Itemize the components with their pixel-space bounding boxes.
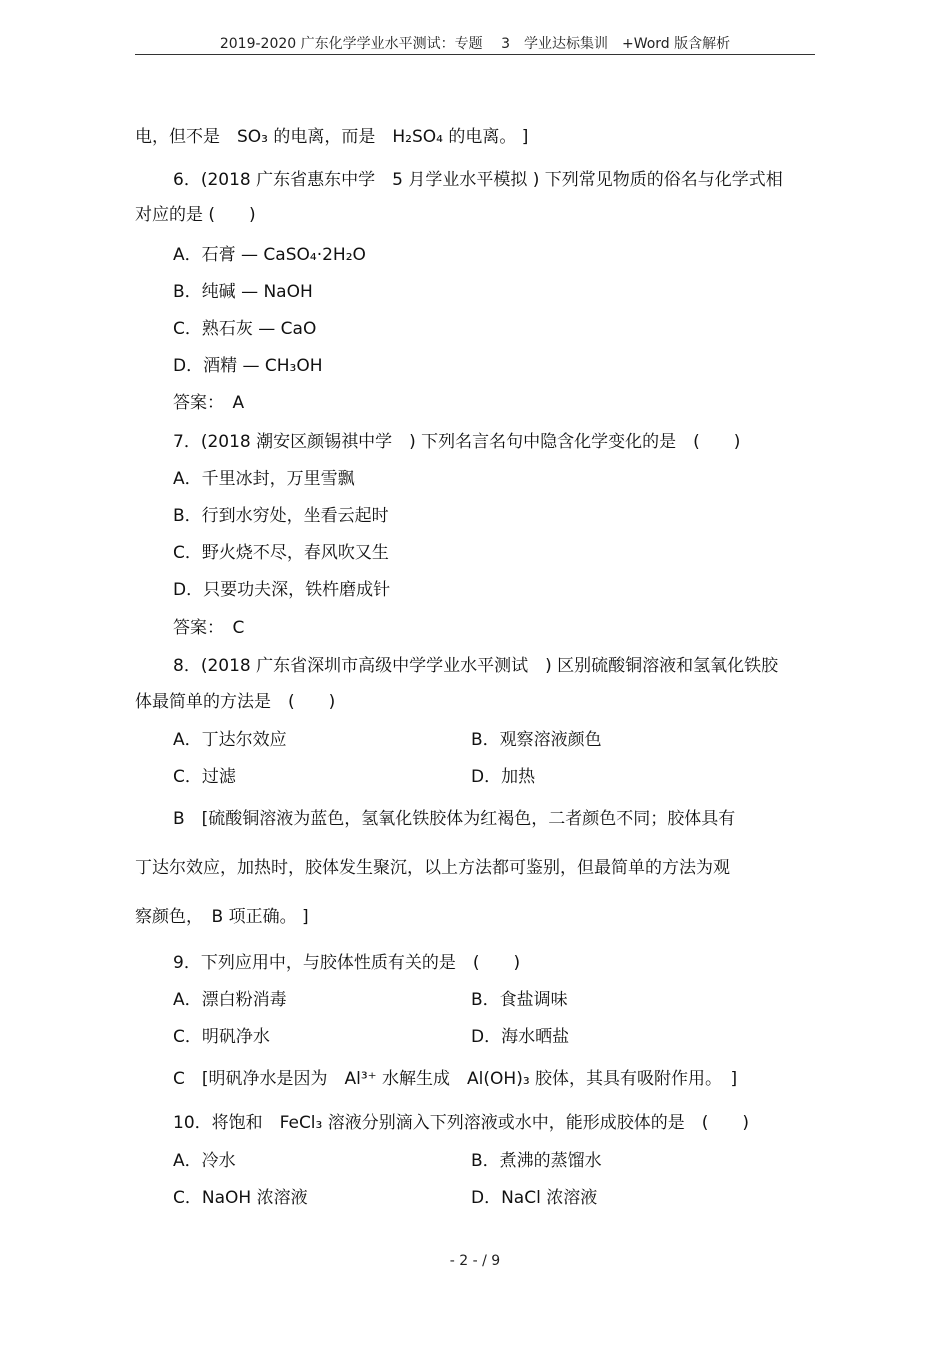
question-6-stem-cont: 对应的是 ( ) [135,205,256,225]
q9-option-c: C．明矾净水 [173,1027,270,1047]
q9-explanation: C [明矾净水是因为 Al³⁺ 水解生成 Al(OH)₃ 胶体，其具有吸附作用。 ] [173,1069,738,1089]
q8-explanation-end: 察颜色， B 项正确。 ] [135,907,309,927]
q10-option-d: D．NaCl 浓溶液 [471,1188,598,1208]
continuation-line: 电，但不是 SO₃ 的电离，而是 H₂SO₄ 的电离。 ] [135,127,529,147]
q6-option-c: C．熟石灰 — CaO [173,319,317,339]
q10-option-b: B．煮沸的蒸馏水 [471,1151,602,1171]
q6-option-b: B．纯碱 — NaOH [173,282,313,302]
q6-answer: 答案： A [173,393,245,413]
question-9-stem: 9．下列应用中，与胶体性质有关的是 ( ) [173,953,521,973]
q8-explanation-cont: 丁达尔效应，加热时，胶体发生聚沉，以上方法都可鉴别，但最简单的方法为观 [135,858,730,878]
page-header: 2019-2020 广东化学学业水平测试：专题 3 学业达标集训 +Word 版含解析 [219,36,731,52]
q8-option-b: B．观察溶液颜色 [471,730,602,750]
q7-option-b: B．行到水穷处，坐看云起时 [173,506,389,526]
q7-option-d: D．只要功夫深，铁杵磨成针 [173,580,391,600]
q10-option-c: C．NaOH 浓溶液 [173,1188,308,1208]
q7-option-a: A．千里冰封，万里雪飘 [173,469,355,489]
q9-option-a: A．漂白粉消毒 [173,990,287,1010]
q8-explanation: B [硫酸铜溶液为蓝色，氢氧化铁胶体为红褐色，二者颜色不同；胶体具有 [173,809,736,829]
page-number: - 2 - / 9 [449,1253,501,1269]
q9-option-d: D．海水晒盐 [471,1027,570,1047]
q8-option-c: C．过滤 [173,767,236,787]
question-6-stem: 6．(2018 广东省惠东中学 5 月学业水平模拟 ) 下列常见物质的俗名与化学式相 [173,170,783,190]
q7-answer: 答案： C [173,618,245,638]
question-8-stem-cont: 体最简单的方法是 ( ) [135,692,336,712]
question-8-stem: 8．(2018 广东省深圳市高级中学学业水平测试 ) 区别硫酸铜溶液和氢氧化铁胶 [173,656,779,676]
question-10-stem: 10．将饱和 FeCl₃ 溶液分别滴入下列溶液或水中，能形成胶体的是 ( ) [173,1113,750,1133]
header-rule [135,54,815,55]
q10-option-a: A．冷水 [173,1151,236,1171]
q6-option-d: D．酒精 — CH₃OH [173,356,323,376]
q9-option-b: B．食盐调味 [471,990,568,1010]
q8-option-d: D．加热 [471,767,536,787]
q8-option-a: A．丁达尔效应 [173,730,287,750]
q7-option-c: C．野火烧不尽，春风吹又生 [173,543,389,563]
question-7-stem: 7．(2018 潮安区颜锡祺中学 ) 下列名言名句中隐含化学变化的是 ( ) [173,432,741,452]
q6-option-a: A．石膏 — CaSO₄·2H₂O [173,245,366,265]
